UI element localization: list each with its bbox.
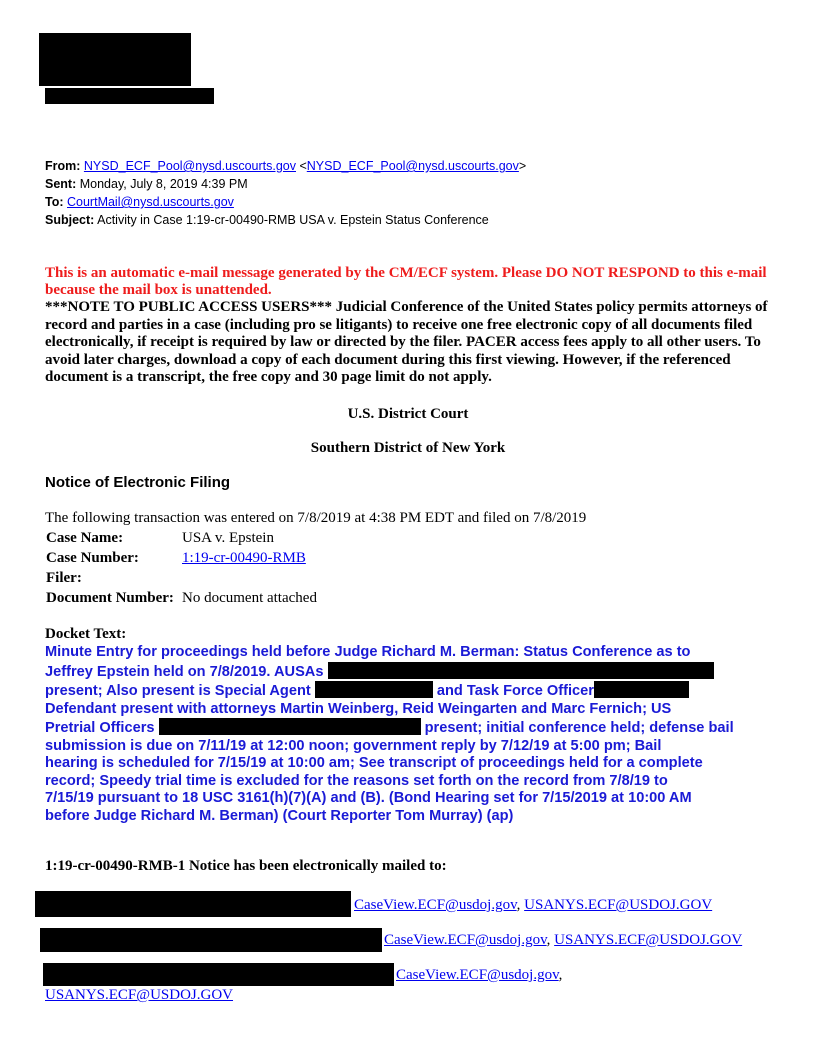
redacted-pretrial-officers <box>159 718 421 735</box>
auto-message-warning: This is an automatic e-mail message generated by the CM/ECF system. Please DO NOT RESPOND to this e-mail because the mail box is unattended. <box>45 265 767 298</box>
document-number-value: No document attached <box>182 590 317 606</box>
usanys-email-link[interactable]: USANYS.ECF@USDOJ.GOV <box>554 932 743 948</box>
to-line: To: CourtMail@nysd.uscourts.gov <box>45 195 234 209</box>
case-name-row: Case Name: USA v. Epstein <box>44 528 319 548</box>
caseview-email-link[interactable]: CaseView.ECF@usdoj.gov <box>384 932 547 948</box>
transaction-line: The following transaction was entered on 7/8/2019 at 4:38 PM EDT and filed on 7/8/2019 <box>45 510 587 526</box>
caseview-email-link[interactable]: CaseView.ECF@usdoj.gov <box>396 967 559 983</box>
email-header <box>45 157 785 229</box>
case-info-table <box>44 528 319 608</box>
docket-text-label: Docket Text: <box>45 626 127 642</box>
subject-line: Subject: Activity in Case 1:19-cr-00490-RMB USA v. Epstein Status Conference <box>45 213 489 227</box>
from-line: From: NYSD_ECF_Pool@nysd.uscourts.gov <NYSD_ECF_Pool@nysd.uscourts.gov> <box>45 159 527 173</box>
redacted-recipient-1 <box>35 891 351 917</box>
redacted-recipient-2 <box>40 928 382 952</box>
filer-row: Filer: <box>46 570 82 586</box>
subject-value: Activity in Case 1:19-cr-00490-RMB USA v. Epstein Status Conference <box>97 213 489 227</box>
sent-line: Sent: Monday, July 8, 2019 4:39 PM <box>45 177 248 191</box>
redacted-special-agent <box>315 681 433 698</box>
redacted-task-force-officer <box>594 681 689 698</box>
sent-value: Monday, July 8, 2019 4:39 PM <box>79 177 248 191</box>
docket-text: Minute Entry for proceedings held before Judge Richard M. Berman: Status Conference as to Jeffrey Epstein held on 7/8/2019. AUSAs present; Also present is Special Agent and Task Force Officer Defendant present with attorneys Martin Weinberg, Reid Weingarten and Marc Fernich; US Pretrial Officers present; initial conference held; defense bail submission is due on 7/11/19 at 12:00 noon; government reply by 7/12/19 at 5:00 pm; Bail hearing is scheduled for 7/15/19 at 10:00 am; See transcript of proceedings held for a complete record; Speedy trial time is excluded for the reasons set forth on the record from 7/8/19 to 7/15/19 pursuant to 18 USC 3161(h)(7)(A) and (B). (Bond Hearing set for 7/15/2019 at 10:00 AM before Judge Richard M. Berman) (Court Reporter Tom Murray) (ap) <box>45 644 734 824</box>
public-access-note: ***NOTE TO PUBLIC ACCESS USERS*** Judicial Conference of the United States policy permits attorneys of record and parties in a case (including pro se litigants) to receive one free electronic copy of all documents filed electronically, if receipt is required by law or directed by the filer. PACER access fees apply to all other users. To avoid later charges, download a copy of each document during this first viewing. However, if the referenced document is a transcript, the free copy and 30 page limit do not apply. <box>45 299 768 386</box>
usanys-email-link[interactable]: USANYS.ECF@USDOJ.GOV <box>45 987 234 1003</box>
redacted-ausas <box>328 662 714 679</box>
recipient-2-emails: CaseView.ECF@usdoj.gov, USANYS.ECF@USDOJ.GOV <box>384 932 743 948</box>
document-number-row: Document Number: No document attached <box>46 590 317 606</box>
district-name: Southern District of New York <box>310 440 506 456</box>
from-address-link[interactable]: NYSD_ECF_Pool@nysd.uscourts.gov <box>83 159 296 173</box>
recipient-3-emails-cont <box>45 986 233 1004</box>
caseview-email-link[interactable]: CaseView.ECF@usdoj.gov <box>354 897 517 913</box>
recipient-3-emails: CaseView.ECF@usdoj.gov, <box>396 967 563 983</box>
case-number-row: Case Number: 1:19-cr-00490-RMB <box>46 550 306 566</box>
to-address-link[interactable]: CourtMail@nysd.uscourts.gov <box>67 195 234 209</box>
case-number-link[interactable]: 1:19-cr-00490-RMB <box>182 550 306 566</box>
redacted-letterhead-line <box>45 88 214 104</box>
recipient-1-emails: CaseView.ECF@usdoj.gov, USANYS.ECF@USDOJ.GOV <box>354 897 713 913</box>
court-name: U.S. District Court <box>347 406 469 422</box>
from-address-link-2[interactable]: NYSD_ECF_Pool@nysd.uscourts.gov <box>306 159 519 173</box>
redacted-recipient-3 <box>43 963 394 986</box>
redacted-letterhead-block <box>39 33 191 86</box>
notice-mailed-line: 1:19-cr-00490-RMB-1 Notice has been electronically mailed to: <box>45 858 447 874</box>
nef-title: Notice of Electronic Filing <box>45 474 231 491</box>
usanys-email-link[interactable]: USANYS.ECF@USDOJ.GOV <box>524 897 713 913</box>
case-name-value: USA v. Epstein <box>182 530 274 546</box>
